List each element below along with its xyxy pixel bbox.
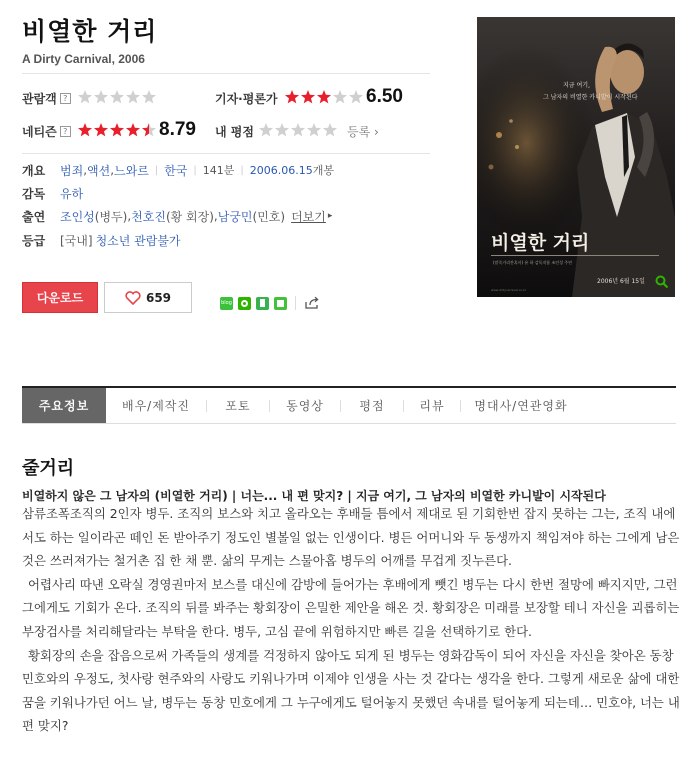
tab-photo[interactable]: 포토 bbox=[225, 399, 251, 413]
star-icon[interactable] bbox=[322, 122, 338, 138]
divider bbox=[22, 73, 430, 74]
synopsis-headline: 비열하지 않은 그 남자의 (비열한 거리) | 너는... 내 편 맞지? | 지금 여기, 그 남자의 비열한 카니발이 시작된다 bbox=[22, 489, 606, 503]
director-row: 감독 유하 bbox=[22, 186, 84, 201]
critic-rating-label: 기자·평론가 bbox=[215, 92, 278, 106]
help-icon[interactable]: ? bbox=[60, 126, 71, 137]
svg-text:www.dirtycarnival.co.kr: www.dirtycarnival.co.kr bbox=[491, 288, 527, 292]
like-button[interactable] bbox=[104, 282, 192, 313]
synopsis-body bbox=[22, 502, 682, 738]
star-icon bbox=[332, 89, 348, 105]
more-cast-link[interactable]: 더보기 bbox=[291, 209, 326, 224]
movie-title: 비열한 거리 bbox=[22, 17, 158, 46]
heart-icon bbox=[125, 291, 141, 305]
svg-text:지금 여기,: 지금 여기, bbox=[563, 82, 590, 89]
movie-poster[interactable] bbox=[477, 17, 675, 297]
genre-link[interactable]: 범죄 bbox=[60, 163, 84, 178]
share-icon[interactable] bbox=[304, 296, 320, 310]
critic-stars bbox=[284, 89, 364, 105]
star-icon bbox=[141, 89, 157, 105]
audience-rating-label: 관람객 ? bbox=[22, 90, 71, 107]
help-icon[interactable]: ? bbox=[60, 93, 71, 104]
release-suffix: 개봉 bbox=[312, 164, 334, 177]
star-icon[interactable] bbox=[306, 122, 322, 138]
release-date-link[interactable]: 2006.06.15 bbox=[249, 163, 313, 177]
synopsis-paragraph: 황회장의 손을 잡음으로써 가족들의 생계를 걱정하지 않아도 되게 된 병두는 영화감독이 되어 자신을 자신을 찾아온 동창 민호와의 우정도, 첫사랑 현주와의 사랑도 키워나가며 이제야 인생을 사는 것 같다는 생각을 한다. 그렇게 새로운 삶에 대한 꿈을 키워나가던 어느 날, 병두는 동창 민호에게 그 누구에게도 털어놓지 못했던 속내를 털어놓게 되는데… 민호야, 너는 내 편 맞지? bbox=[22, 647, 680, 734]
divider bbox=[295, 296, 296, 310]
tab-cast-crew[interactable]: 배우/제작진 bbox=[121, 399, 190, 413]
download-button[interactable]: 다운로드 bbox=[22, 282, 98, 313]
cast-row: 출연 조인성 (병두) , 천호진 (황 회장) , 남궁민 (민호) 더보기 ▸ bbox=[22, 209, 333, 224]
star-icon bbox=[125, 122, 141, 138]
cast-link[interactable]: 천호진 bbox=[131, 209, 166, 224]
country-link[interactable]: 한국 bbox=[164, 163, 188, 178]
overview-row: 개요 범죄 , 액션 , 느와르 | 한국 | 141분 | 2006.06.15 개봉 bbox=[22, 163, 334, 178]
caret-right-icon: ▸ bbox=[327, 211, 333, 221]
svg-text:(말죽거리잔혹사) 유 하 감독작품 조인성 주: (말죽거리잔혹사) 유 하 감독작품 조인성 주연 bbox=[493, 260, 573, 265]
netizen-stars bbox=[77, 122, 157, 138]
bookmark-share-icon[interactable] bbox=[256, 297, 269, 310]
director-link[interactable]: 유하 bbox=[60, 186, 84, 201]
star-icon bbox=[348, 89, 364, 105]
svg-text:그 남자의 비열한 카니발이 시작된다: 그 남자의 비열한 카니발이 시작된다 bbox=[543, 94, 638, 101]
tab-video[interactable]: 동영상 bbox=[286, 399, 324, 413]
svg-text:2006년 6월 15일: 2006년 6월 15일 bbox=[597, 278, 645, 285]
genre-link[interactable]: 느와르 bbox=[114, 163, 149, 178]
star-icon bbox=[316, 89, 332, 105]
star-icon bbox=[77, 89, 93, 105]
star-icon[interactable] bbox=[258, 122, 274, 138]
runtime: 141분 bbox=[202, 164, 235, 177]
netizen-score: 8.79 bbox=[159, 119, 196, 140]
zoom-icon[interactable] bbox=[655, 275, 669, 289]
cast-link[interactable]: 남궁민 bbox=[217, 209, 253, 224]
netizen-rating-label: 네티즌 ? bbox=[22, 123, 71, 140]
critic-score: 6.50 bbox=[366, 86, 403, 107]
synopsis-paragraph: 어렵사리 따낸 오락실 경영권마저 보스를 대신에 감방에 들어가는 후배에게 뺏긴 병두는 다시 한번 절망에 빠지지만, 그런 그에게도 기회가 온다. 조직의 뒤를 봐주는 황회장이 은밀한 제안을 해온 것. 황회장은 미래를 보장할 테니 자신을 괴롭히는 부장검사를 처리해달라는 부탁을 한다. 병두, 고심 끝에 위험하지만 빠른 길을 선택하기로 한다. bbox=[22, 576, 680, 639]
star-icon bbox=[141, 122, 157, 138]
star-icon bbox=[109, 122, 125, 138]
synopsis-paragraph: 삼류조폭조직의 2인자 병두. 조직의 보스와 치고 올라오는 후배들 틈에서 제대로 된 기회한번 잡지 못하는 그는, 조직 내에서도 하는 일이라곤 떼인 돈 받아주기 정도인 별볼일 없는 인생이다. 병든 어머니와 두 동생까지 책임져야 하는 그에게 남은 것은 쓰러져가는 철거촌 집 한 채 뿐. 삶의 무게는 스물아홉 병두의 어깨를 무겁게 짓누른다. bbox=[22, 506, 680, 569]
star-icon bbox=[109, 89, 125, 105]
star-icon[interactable] bbox=[290, 122, 306, 138]
star-icon bbox=[93, 122, 109, 138]
tab-bar bbox=[22, 386, 676, 424]
star-icon bbox=[77, 122, 93, 138]
blog-share-icon[interactable]: blog bbox=[220, 297, 233, 310]
chevron-right-icon: › bbox=[370, 125, 379, 139]
divider bbox=[22, 153, 430, 154]
movie-subtitle: A Dirty Carnival, 2006 bbox=[22, 52, 145, 66]
tab-quotes-related[interactable]: 명대사/연관영화 bbox=[474, 399, 568, 413]
tab-rating[interactable]: 평점 bbox=[359, 399, 385, 413]
svg-text:비열한 거리: 비열한 거리 bbox=[491, 232, 590, 254]
audience-stars bbox=[77, 89, 157, 105]
cafe-share-icon[interactable] bbox=[238, 297, 251, 310]
tab-review[interactable]: 리뷰 bbox=[419, 399, 445, 413]
memo-share-icon[interactable] bbox=[274, 297, 287, 310]
star-icon bbox=[300, 89, 316, 105]
synopsis-title: 줄거리 bbox=[22, 458, 75, 479]
star-icon bbox=[93, 89, 109, 105]
star-icon[interactable] bbox=[274, 122, 290, 138]
tab-main-info[interactable]: 주요정보 bbox=[22, 388, 106, 423]
grade-link[interactable]: 청소년 관람불가 bbox=[95, 233, 181, 248]
grade-region: [국내] bbox=[60, 233, 93, 248]
register-rating-link[interactable]: 등록 › bbox=[347, 125, 379, 139]
my-rating-label: 내 평점 bbox=[215, 125, 254, 139]
share-icons bbox=[220, 296, 320, 310]
like-count: 659 bbox=[145, 290, 172, 305]
my-rating-stars[interactable] bbox=[258, 122, 338, 138]
star-icon bbox=[125, 89, 141, 105]
star-icon bbox=[284, 89, 300, 105]
poster-image bbox=[477, 17, 675, 297]
genre-link[interactable]: 액션 bbox=[87, 163, 111, 178]
grade-row: 등급 [국내] 청소년 관람불가 bbox=[22, 233, 181, 248]
cast-link[interactable]: 조인성 bbox=[60, 209, 95, 224]
